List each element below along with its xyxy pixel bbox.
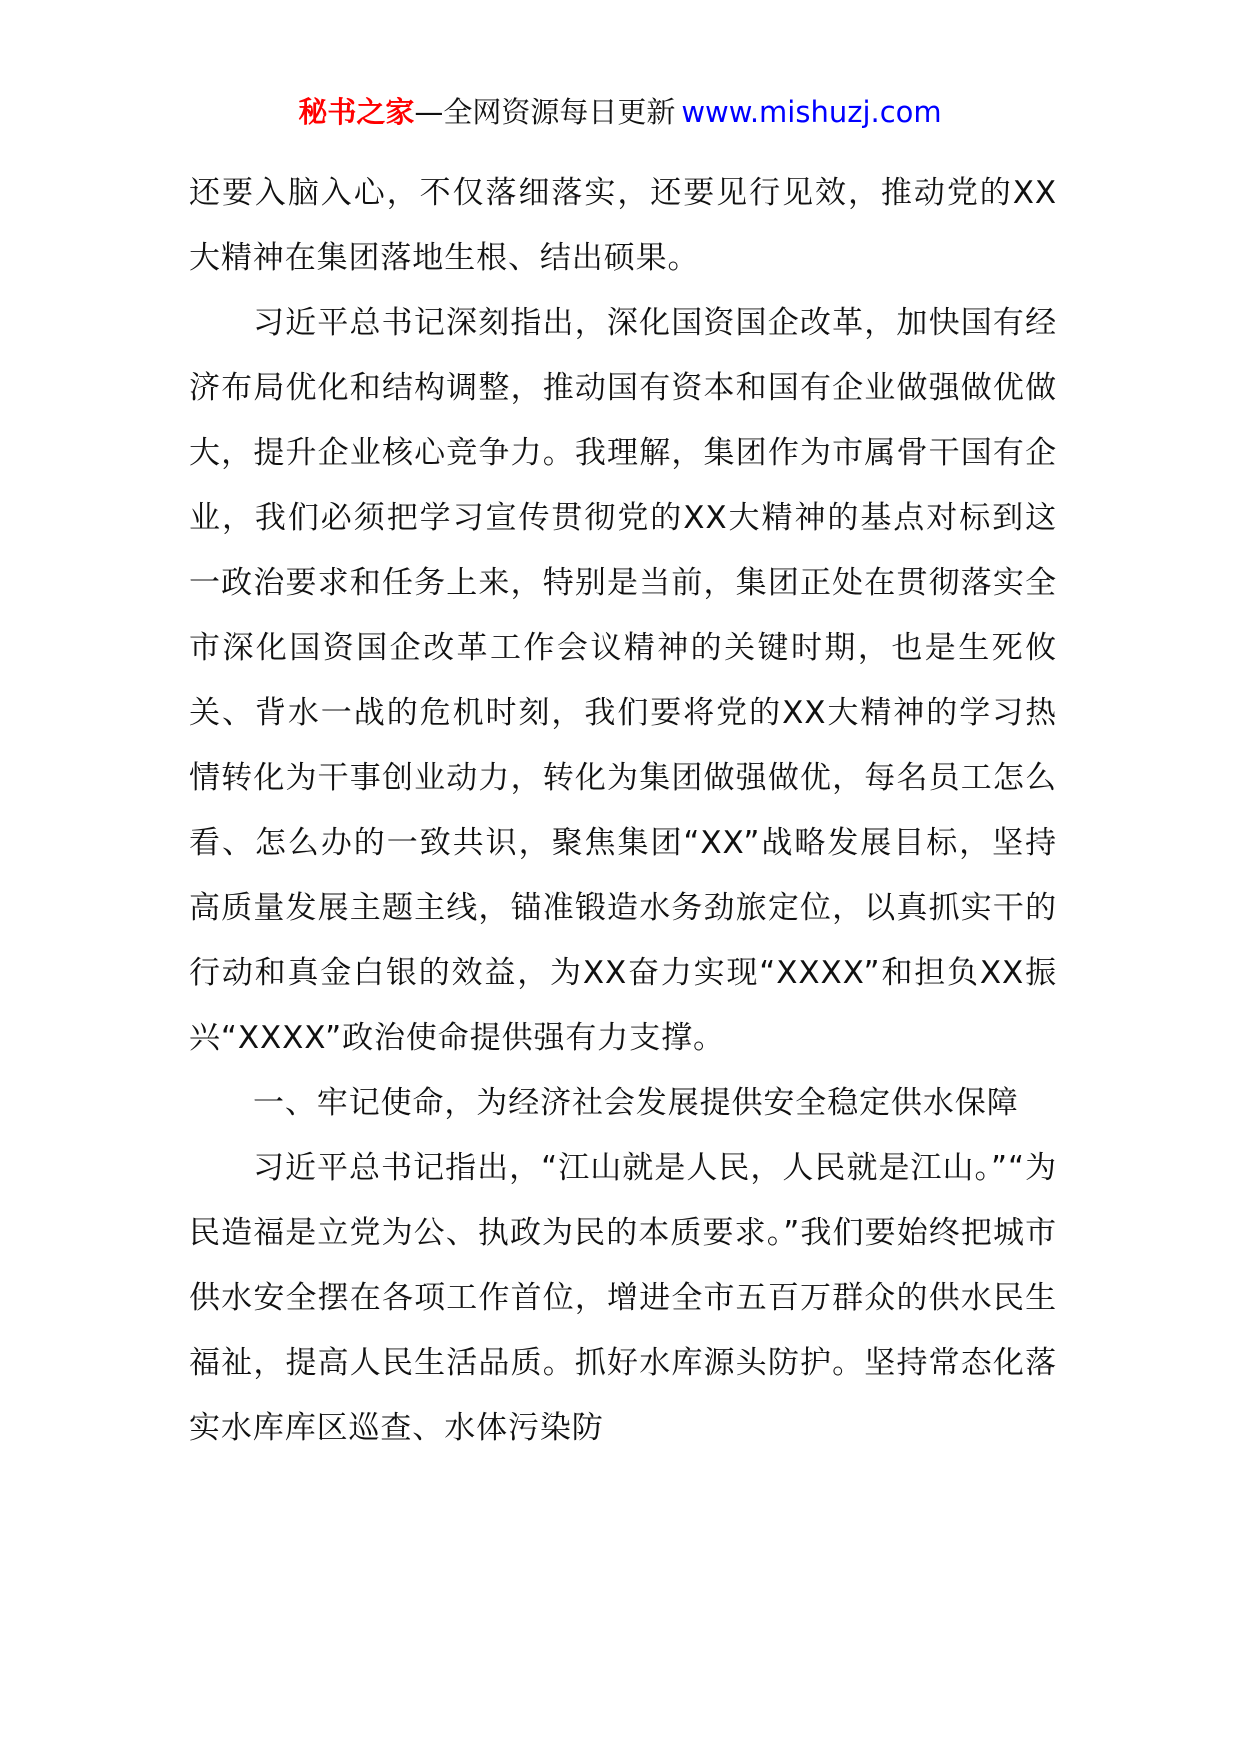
site-header	[0, 92, 1240, 132]
section-heading: 一、牢记使命，为经济社会发展提供安全稳定供水保障	[253, 1085, 1019, 1121]
brand-name: 秘书之家	[298, 95, 415, 129]
paragraph-continuation: 还要入脑入心，不仅落细落实，还要见行见效，推动党的XX大精神在集团落地生根、结出硕果。	[189, 175, 1057, 276]
document-body	[189, 161, 1057, 1461]
header-tagline: —全网资源每日更新	[414, 95, 676, 129]
paragraph: 习近平总书记指出，“江山就是人民，人民就是江山。”“为民造福是立党为公、执政为民的本质要求。”我们要始终把城市供水安全摆在各项工作首位，增进全市五百万群众的供水民生福祉，提高人民生活品质。抓好水库源头防护。坚持常态化落实水库库区巡查、水体污染防	[189, 1150, 1057, 1446]
paragraph: 习近平总书记深刻指出，深化国资国企改革，加快国有经济布局优化和结构调整，推动国有资本和国有企业做强做优做大，提升企业核心竞争力。我理解，集团作为市属骨干国有企业，我们必须把学习宣传贯彻党的XX大精神的基点对标到这一政治要求和任务上来，特别是当前，集团正处在贯彻落实全市深化国资国企改革工作会议精神的关键时期，也是生死攸关、背水一战的危机时刻，我们要将党的XX大精神的学习热情转化为干事创业动力，转化为集团做强做优，每名员工怎么看、怎么办的一致共识，聚焦集团“XX”战略发展目标，坚持高质量发展主题主线，锚准锻造水务劲旅定位，以真抓实干的行动和真金白银的效益，为XX奋力实现“XXXX”和担负XX振兴“XXXX”政治使命提供强有力支撑。	[189, 305, 1057, 1056]
site-url-link[interactable]: www.mishuzj.com	[681, 95, 942, 129]
